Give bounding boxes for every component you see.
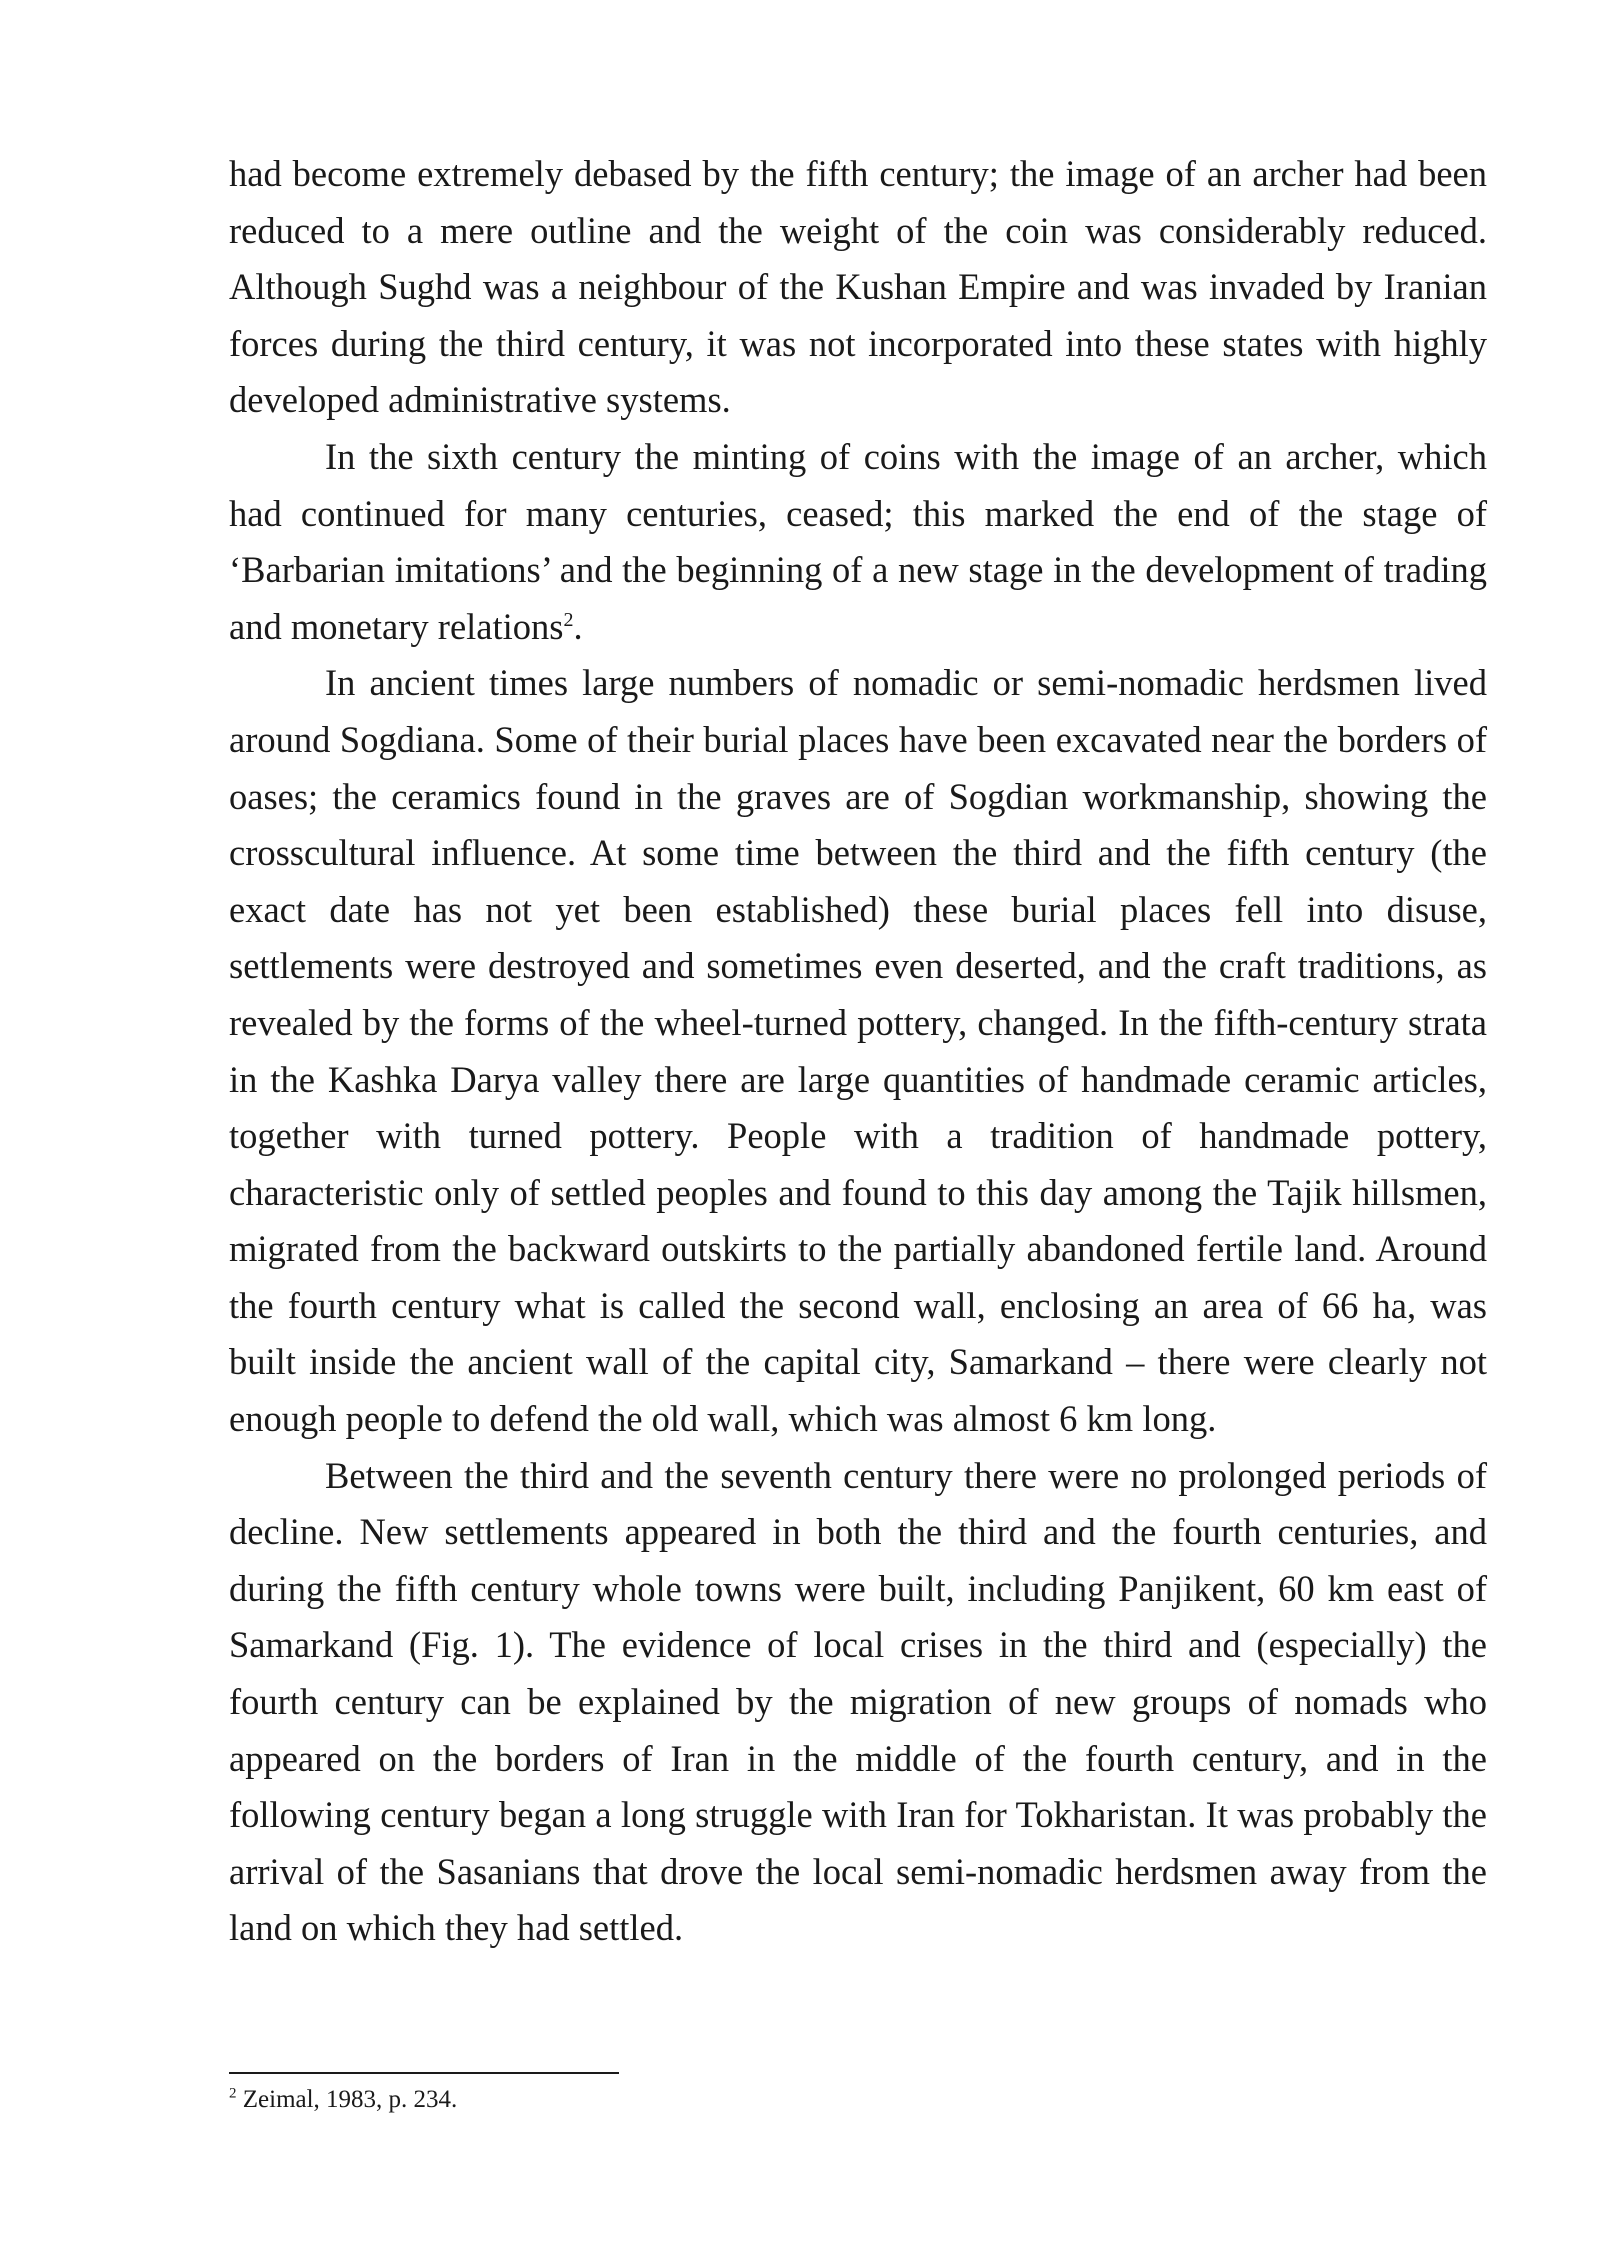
paragraph-2-tail: . (573, 605, 583, 647)
footnote-text: Zeimal, 1983, p. 234. (236, 2086, 458, 2113)
footnote-divider (229, 2072, 619, 2074)
paragraph-1: had become extremely debased by the fifth century; the image of an archer had been reduced to a mere outline and the weight of the coin was considerably reduced. Although Sughd was a neighbour of the Kushan Empire and was invaded by Iranian forces during the third century, it was not incorporated into these states with highly developed administrative systems. (229, 153, 1487, 421)
page-body (229, 146, 1487, 1957)
footnote-reference[interactable]: 2 (563, 608, 574, 631)
paragraph-4: Between the third and the seventh century there were no prolonged periods of decline. New settlements appeared in both the third and the fourth centuries, and during the fifth century whole towns were built, including Panjikent, 60 km east of Samarkand (Fig. 1). The evidence of local crises in the third and (especially) the fourth century can be explained by the migration of new groups of nomads who appeared on the borders of Iran in the middle of the fourth century, and in the following century began a long struggle with Iran for Tokharistan. It was probably the arrival of the Sasanians that drove the local semi-nomadic herdsmen away from the land on which they had settled. (229, 1454, 1487, 1949)
paragraph-2-text: In the sixth century the minting of coins with the image of an archer, which had continued for many centuries, ceased; this marked the end of the stage of ‘Barbarian imitations’ and the beginning of a new stage in the development of trading and monetary relations (229, 435, 1487, 647)
paragraph-3: In ancient times large numbers of nomadic or semi-nomadic herdsmen lived around Sogdiana. Some of their burial places have been excavated near the borders of oases; the ceramics found in the graves are of Sogdian workmanship, showing the crosscultural influence. At some time between the third and the fifth century (the exact date has not yet been established) these burial places fell into disuse, settlements were destroyed and sometimes even deserted, and the craft traditions, as revealed by the forms of the wheel-turned pottery, changed. In the fifth-century strata in the Kashka Darya valley there are large quantities of handmade ceramic articles, together with turned pottery. People with a tradition of handmade pottery, characteristic only of settled peoples and found to this day among the Tajik hillsmen, migrated from the backward outskirts to the partially abandoned fertile land. Around the fourth century what is called the second wall, enclosing an area of 66 ha, was built inside the ancient wall of the capital city, Samarkand – there were clearly not enough people to defend the old wall, which was almost 6 km long. (229, 662, 1487, 1440)
footnote-number: 2 (229, 2085, 237, 2102)
paragraph-2 (229, 429, 1487, 655)
footnote-2 (229, 2080, 457, 2120)
